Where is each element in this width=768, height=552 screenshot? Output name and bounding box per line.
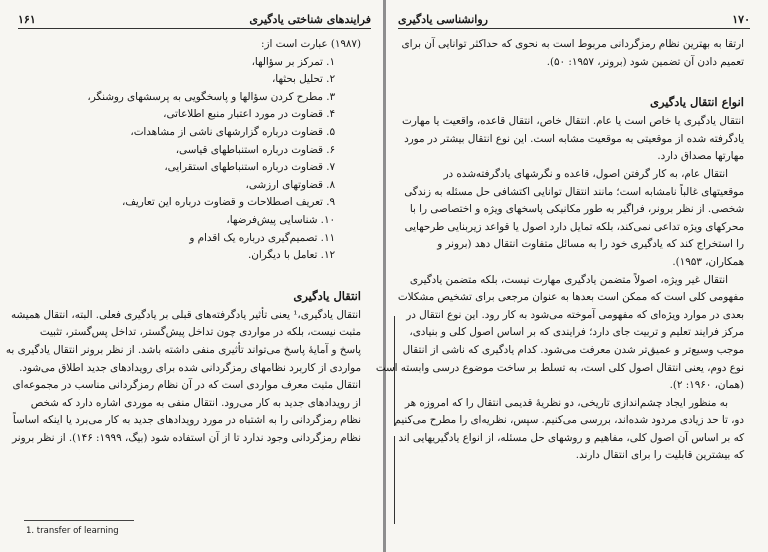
intro-line: (۱۹۸۷) عبارت است از:	[261, 38, 361, 50]
right-page	[375, 0, 768, 552]
list-item: ۱۱. تصمیم‌گیری درباره یک اقدام و	[189, 231, 335, 244]
list-item: ۹. تعریف اصطلاحات و قضاوت درباره این تعاریف،	[121, 196, 335, 209]
paragraph-line: مفهومی کلی است که ممکن است بعدها به عنوان مرجعی برای تشخیص مشکلات	[397, 291, 744, 304]
list-item: ۱۰. شناسایی پیش‌فرضها،	[226, 213, 335, 226]
paragraph-line: مهارتها مصداق دارد.	[657, 150, 744, 163]
page-header	[398, 8, 750, 26]
list-item: ۲. تحلیل بحثها،	[271, 73, 335, 86]
paragraph-line: انتقال یادگیری،¹ یعنی تأثیر یادگرفته‌های قبلی بر یادگیری فعلی. البته، انتقال همیشه	[11, 308, 361, 321]
paragraph-line: تعمیم دادن آن تضمین شود (برونر، ۱۹۵۷: ۵۰).	[546, 55, 744, 68]
paragraph-line: را استخراج کند که یادگیری خود را به مسائل متفاوت انتقال دهد (برونر و	[437, 238, 744, 251]
paragraph-line: به منظور ایجاد چشم‌اندازی تاریخی، دو نظریهٔ قدیمی انتقال را که امروزه هر	[404, 396, 728, 409]
list-item: ۷. قضاوت درباره استنباطهای استقرایی،	[164, 161, 335, 174]
page-header	[18, 8, 371, 26]
paragraph-line: مرکز فرایند تعلیم و تربیت جای دارد؛ فرایندی که بر اساس اصول کلی و بنیادی،	[409, 326, 744, 339]
paragraph-line: نظام رمزگردانی را به اشتباه در مورد رویدادهای جدید به کار می‌برد یا اینکه اساساً	[12, 414, 361, 427]
paragraph-line: شخصی. از نظر برونر، فراگیر به طور مکانیکی پاسخهای ویژه و اختصاصی را با	[409, 203, 744, 216]
header-rule	[18, 28, 371, 29]
paragraph-line: محرکهای ویژه تداعی نمی‌کند، بلکه تمایل دارد اصول یا قواعد زیربنایی طرحهایی	[404, 220, 744, 233]
left-body	[5, 36, 361, 447]
paragraph-line: مثبت نیست، بلکه در مواردی چون تداخل پیش‌گستر، تداخل پس‌گستر، تثبیت	[39, 326, 361, 339]
page-number: ۱۶۱	[18, 13, 36, 26]
paragraph-line: انتقال عام، به کار گرفتن اصول، قاعده و نگرشهای یادگرفته‌شده در	[443, 167, 728, 180]
paragraph-line: (همان، ۱۹۶۰: ۲).	[669, 379, 744, 392]
left-page	[0, 0, 383, 552]
paragraph-line: پاسخ و آمایهٔ پاسخ می‌تواند تأثیری منفی داشته باشد. از نظر برونر انتقال یادگیری به	[5, 343, 361, 356]
margin-bracket	[394, 316, 398, 426]
margin-bracket	[394, 436, 398, 524]
paragraph-line: ارتقا به بهترین نظام رمزگردانی مربوط است به نحوی که حداکثر توانایی آن برای	[401, 38, 744, 50]
list-item: ۱۲. تعامل با دیگران.	[248, 249, 335, 262]
paragraph-line: انتقال غیر ویژه، اصولاً متضمن یادگیری مهارت نیست، بلکه متضمن یادگیری	[409, 273, 728, 286]
paragraph-line: انتقال یادگیری یا خاص است یا عام. انتقال خاص، انتقال قاعده، واقعیت یا مهارت	[402, 115, 744, 128]
paragraph-line: یادگرفته شده از موقعیتی به موقعیت مشابه است. این نوع انتقال بیشتر در مورد	[404, 132, 744, 145]
paragraph-line: انتقال مثبت معرف مواردی است که در آن نظام رمزگردانی مناسب در مجموعه‌ای	[12, 379, 361, 392]
paragraph-line: همکاران، ۱۹۵۳).	[672, 255, 744, 268]
paragraph-line: بعدی در موارد ویژه‌ای که مفهومی آموخته می‌شود به کار رود. این نوع انتقال در	[406, 308, 744, 321]
list-item: ۵. قضاوت درباره گزارشهای ناشی از مشاهدات،	[130, 125, 335, 138]
list-item: ۱. تمرکز بر سؤالها،	[251, 55, 335, 68]
header-rule	[398, 28, 750, 29]
paragraph-line: دو، تا حد زیادی مردود شده‌اند، بررسی می‌کنیم. سپس، نظریه‌ای را مطرح می‌کنیم	[394, 414, 744, 427]
list-item: ۴. قضاوت در مورد اعتبار منبع اطلاعاتی،	[163, 108, 335, 121]
list-item: ۶. قضاوت درباره استنباطهای قیاسی،	[175, 143, 335, 156]
right-body	[375, 36, 744, 465]
paragraph-line: نظام رمزگردانی وجود ندارد تا از آن استفاده شود (بیگ، ۱۹۹۹: ۱۴۶). از نظر برونر	[12, 431, 361, 444]
paragraph-line: از رویدادهای جدید به کار می‌رود. انتقال منفی به موردی اشاره دارد که شخص	[30, 396, 361, 409]
footnote-rule	[24, 520, 134, 521]
list-item: ۸. قضاوتهای ارزشی،	[245, 178, 335, 191]
running-title: روانشناسی یادگیری	[398, 13, 488, 26]
paragraph-line: موقعیتهای غالباً نامشابه است؛ مانند انتقال توانایی اکتشافی حل مسئله به زندگی	[404, 185, 744, 198]
section-title: انواع انتقال یادگیری	[649, 95, 744, 110]
paragraph-line: موجب وسیع‌تر و عمیق‌تر شدن معرفت می‌شود. کدام یادگیری که ناشی از انتقال	[402, 343, 744, 356]
paragraph-line: که بر اساس آن اصول کلی، مفاهیم و روشهای حل مسئله، از انواع یادگیریهایی اند	[398, 431, 744, 444]
list-item: ۳. مطرح کردن سؤالها و پاسخگویی به پرسشهای روشنگر،	[87, 90, 335, 103]
running-title: فرایندهای شناختی یادگیری	[249, 13, 371, 26]
paragraph-line: که بیشترین قابلیت را برای انتقال دارند.	[575, 449, 744, 462]
paragraph-line: مواردی از کاربرد نظامهای رمزگردانی شده برای رویدادهای جدید اطلاق می‌شود.	[19, 361, 361, 374]
page-number: ۱۷۰	[732, 13, 750, 26]
section-title: انتقال یادگیری	[293, 288, 361, 303]
footnote: 1. transfer of learning	[26, 526, 119, 536]
paragraph-line: نوع دوم، یعنی انتقال اصول کلی است، به تسلط بر ساخت موضوع درسی وابسته است	[375, 361, 744, 374]
